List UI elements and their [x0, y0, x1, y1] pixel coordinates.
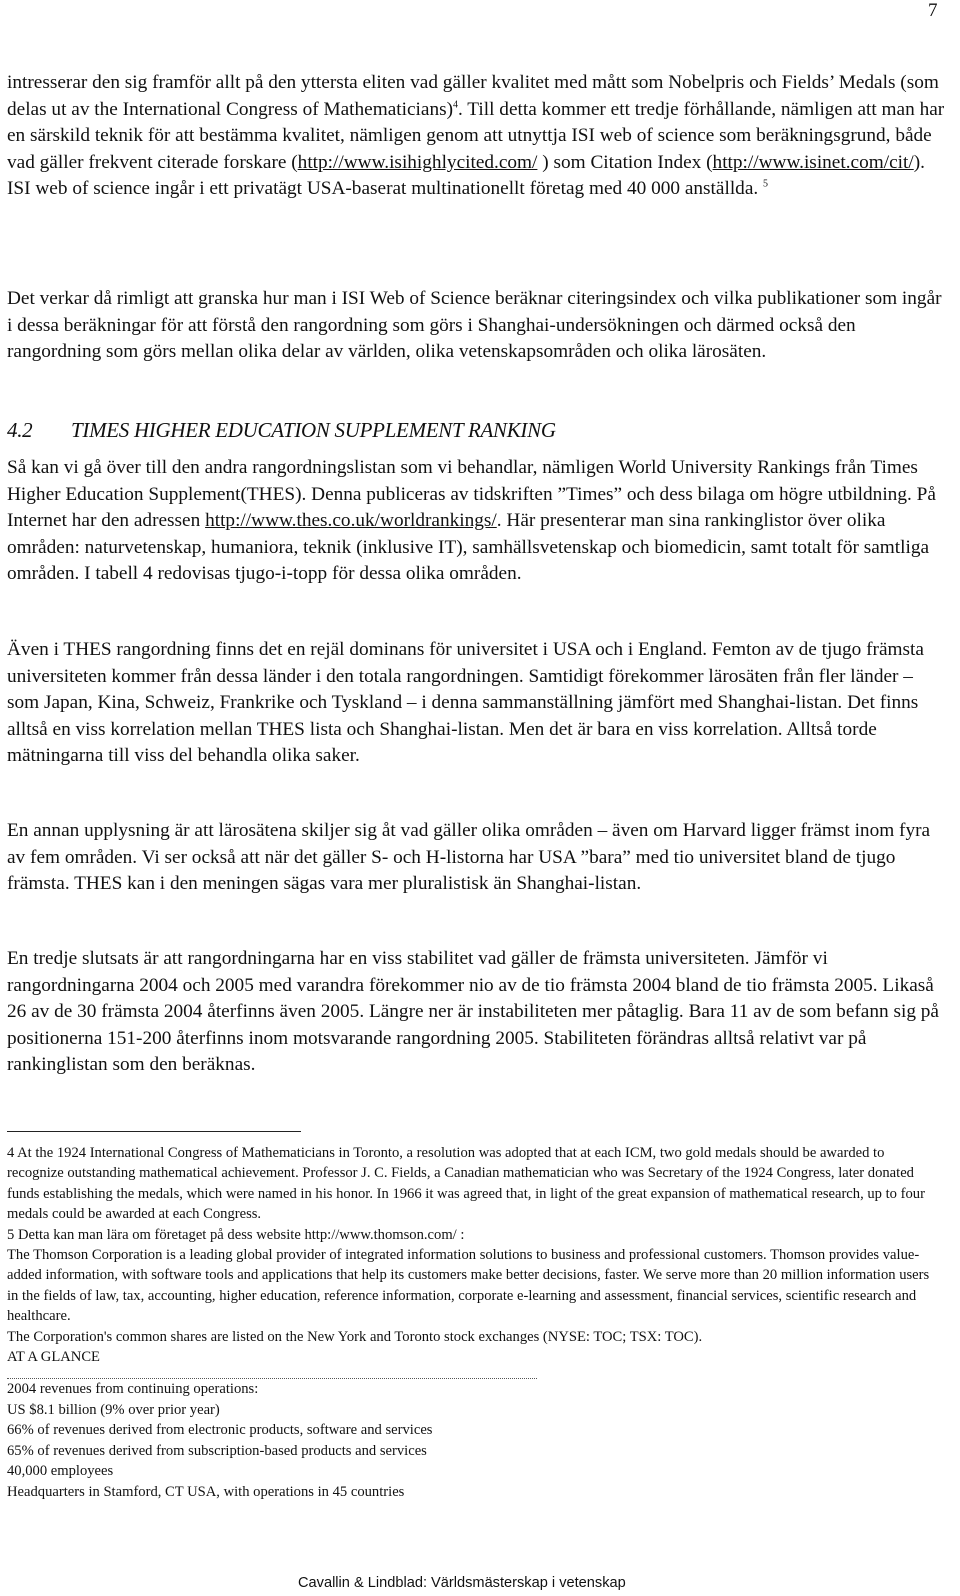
text-run: intresserar den sig framför allt på den yttersta eliten vad gäller kvalitet med mått som Nobelpris och Fields’ Medals (som delas ut av the International Congress of Mathematicians): [7, 72, 939, 120]
paragraph-areas: [7, 818, 947, 898]
paragraph-thes-intro: [7, 455, 947, 588]
paragraph-text: En tredje slutsats är att rangordningarna har en viss stabilitet vad gäller de främsta universiteten. Jämför vi rangordningarna 2004 och 2005 med varandra förekommer nio av de tio främsta 2004 bland de tio främsta 2005. Likaså 26 av de 30 främsta 2004 återfinns även 2005. Längre ner är instabiliteten mer påtaglig. Bara 11 av de som befann sig på positionerna 151-200 återfinns inom motsvarande rangordning 2005. Stabiliteten förändras alltså relativt var på rankinglistan som den beräknas.: [7, 948, 939, 1076]
link-isinet[interactable]: http://www.isinet.com/cit/: [712, 151, 914, 173]
fact-line: 2004 revenues from continuing operations:: [7, 1381, 259, 1398]
text-run: Så kan vi gå över till den andra rangordningslistan som vi behandlar, nämligen World University Rankings från Times Higher Education Supplement(THES). Denna publiceras av tidskriften ”Times” och dess bilaga om högre utbildning. På Internet har den adressen: [7, 457, 936, 532]
footnote-4: 4 At the 1924 International Congress of Mathematicians in Toronto, a resolution was adopted that at each ICM, two gold medals should be awarded to recognize outstanding mathematical achievement. Professor J. C. Fields, a Canadian mathematician who was Secretary of the 1924 Congress, later donated funds establishing the medals, which were named in his honor. In 1966 it was agreed that, in light of the great expansion of mathematical research, up to four medals could be awarded at each Congress.: [7, 1145, 925, 1223]
fact-line: 66% of revenues derived from electronic products, software and services: [7, 1422, 433, 1439]
fact-line: US $8.1 billion (9% over prior year): [7, 1401, 220, 1418]
link-thes[interactable]: http://www.thes.co.uk/worldrankings/: [205, 510, 497, 532]
paragraph-text: Även i THES rangordning finns det en rejäl dominans för universitet i USA och i England. Femton av de tjugo främsta universiteten kommer från dessa länder i den totala rangordningen. Samtidigt förekommer lärosäten från fler länder – som Japan, Kina, Schweiz, Frankrike och Tyskland – i denna sammanställning jämfört med Shanghai-listan. Det finns alltså en viss korrelation mellan THES lista och Shanghai-listan. Men det är bara en viss korrelation. Alltså torde mätningarna till viss del behandla olika saker.: [7, 639, 924, 767]
paragraph-text: Det verkar då rimligt att granska hur man i ISI Web of Science beräknar citeringsindex och vilka publikationer som ingår i dessa beräkningar för att förstå den rangordning som görs i Shanghai-undersökningen och därmed också den rangordning som görs mellan olika delar av världen, olika vetenskapsområden och olika lärosäten.: [7, 288, 942, 363]
footnote-thomson-description: The Thomson Corporation is a leading global provider of integrated information solutions to business and professional customers. Thomson provides value-added information, with software tools and applications that help its customers make better decisions, faster. We serve more than 20 million information users in the fields of law, tax, accounting, higher education, reference information, corporate e-learning and assessment, financial services, scientific research and healthcare.: [7, 1247, 930, 1325]
section-number: 4.2: [7, 418, 33, 442]
fact-line: 40,000 employees: [7, 1463, 114, 1480]
footnotes: [7, 1143, 943, 1502]
section-heading: [7, 418, 556, 443]
section-title: TIMES HIGHER EDUCATION SUPPLEMENT RANKING: [71, 418, 556, 442]
page-footer: Cavallin & Lindblad: Världsmästerskap i vetenskap: [298, 1575, 626, 1591]
footnote-glance-heading: AT A GLANCE: [7, 1349, 100, 1366]
page-number: 7: [928, 0, 938, 21]
paragraph-isi: [7, 70, 947, 203]
link-isihighlycited[interactable]: http://www.isihighlycited.com/: [297, 151, 538, 173]
text-run: . Till detta kommer ett tredje förhållande, nämligen att man har en särskild teknik för att bestämma kvalitet, nämligen genom att utnyttja ISI web of science som beräkningsgrund, både vad gäller frekvent citerade forskare (: [7, 98, 945, 173]
fact-line: Headquarters in Stamford, CT USA, with operations in 45 countries: [7, 1483, 405, 1500]
text-run: ). ISI web of science ingår i ett privatägt USA-baserat multinationellt företag med 40 000 anställda.: [7, 151, 925, 200]
paragraph-dominance: [7, 637, 947, 770]
footnote-divider: [7, 1131, 301, 1132]
text-run: . Här presenterar man sina rankinglistor över olika områden: naturvetenskap, humaniora, teknik (inklusive IT), samhällsvetenskap och biomedicin, samt totalt för samtliga områden. I tabell 4 redovisas tjugo-i-topp för dessa olika områden.: [7, 510, 930, 585]
paragraph-text: En annan upplysning är att lärosätena skiljer sig åt vad gäller olika områden – även om Harvard ligger främst inom fyra av fem områden. Vi ser också att när det gäller S- och H-listorna har USA ”bara” med tio universitet bland de tjugo främsta. THES kan i den meningen sägas vara mer pluralistisk än Shanghai-listan.: [7, 820, 931, 895]
footnote-ref-5[interactable]: 5: [763, 178, 769, 190]
footnote-thomson-shares: The Corporation's common shares are listed on the New York and Toronto stock exchanges (NYSE: TOC; TSX: TOC).: [7, 1328, 703, 1345]
paragraph-citation-index: [7, 286, 947, 366]
footnote-5: 5 Detta kan man lära om företaget på dess website http://www.thomson.com/ :: [7, 1226, 465, 1243]
paragraph-stability: [7, 946, 947, 1079]
text-run: ) som Citation Index (: [537, 151, 713, 173]
fact-line: 65% of revenues derived from subscription-based products and services: [7, 1442, 427, 1459]
footnote-ref-4[interactable]: 4: [453, 99, 459, 111]
